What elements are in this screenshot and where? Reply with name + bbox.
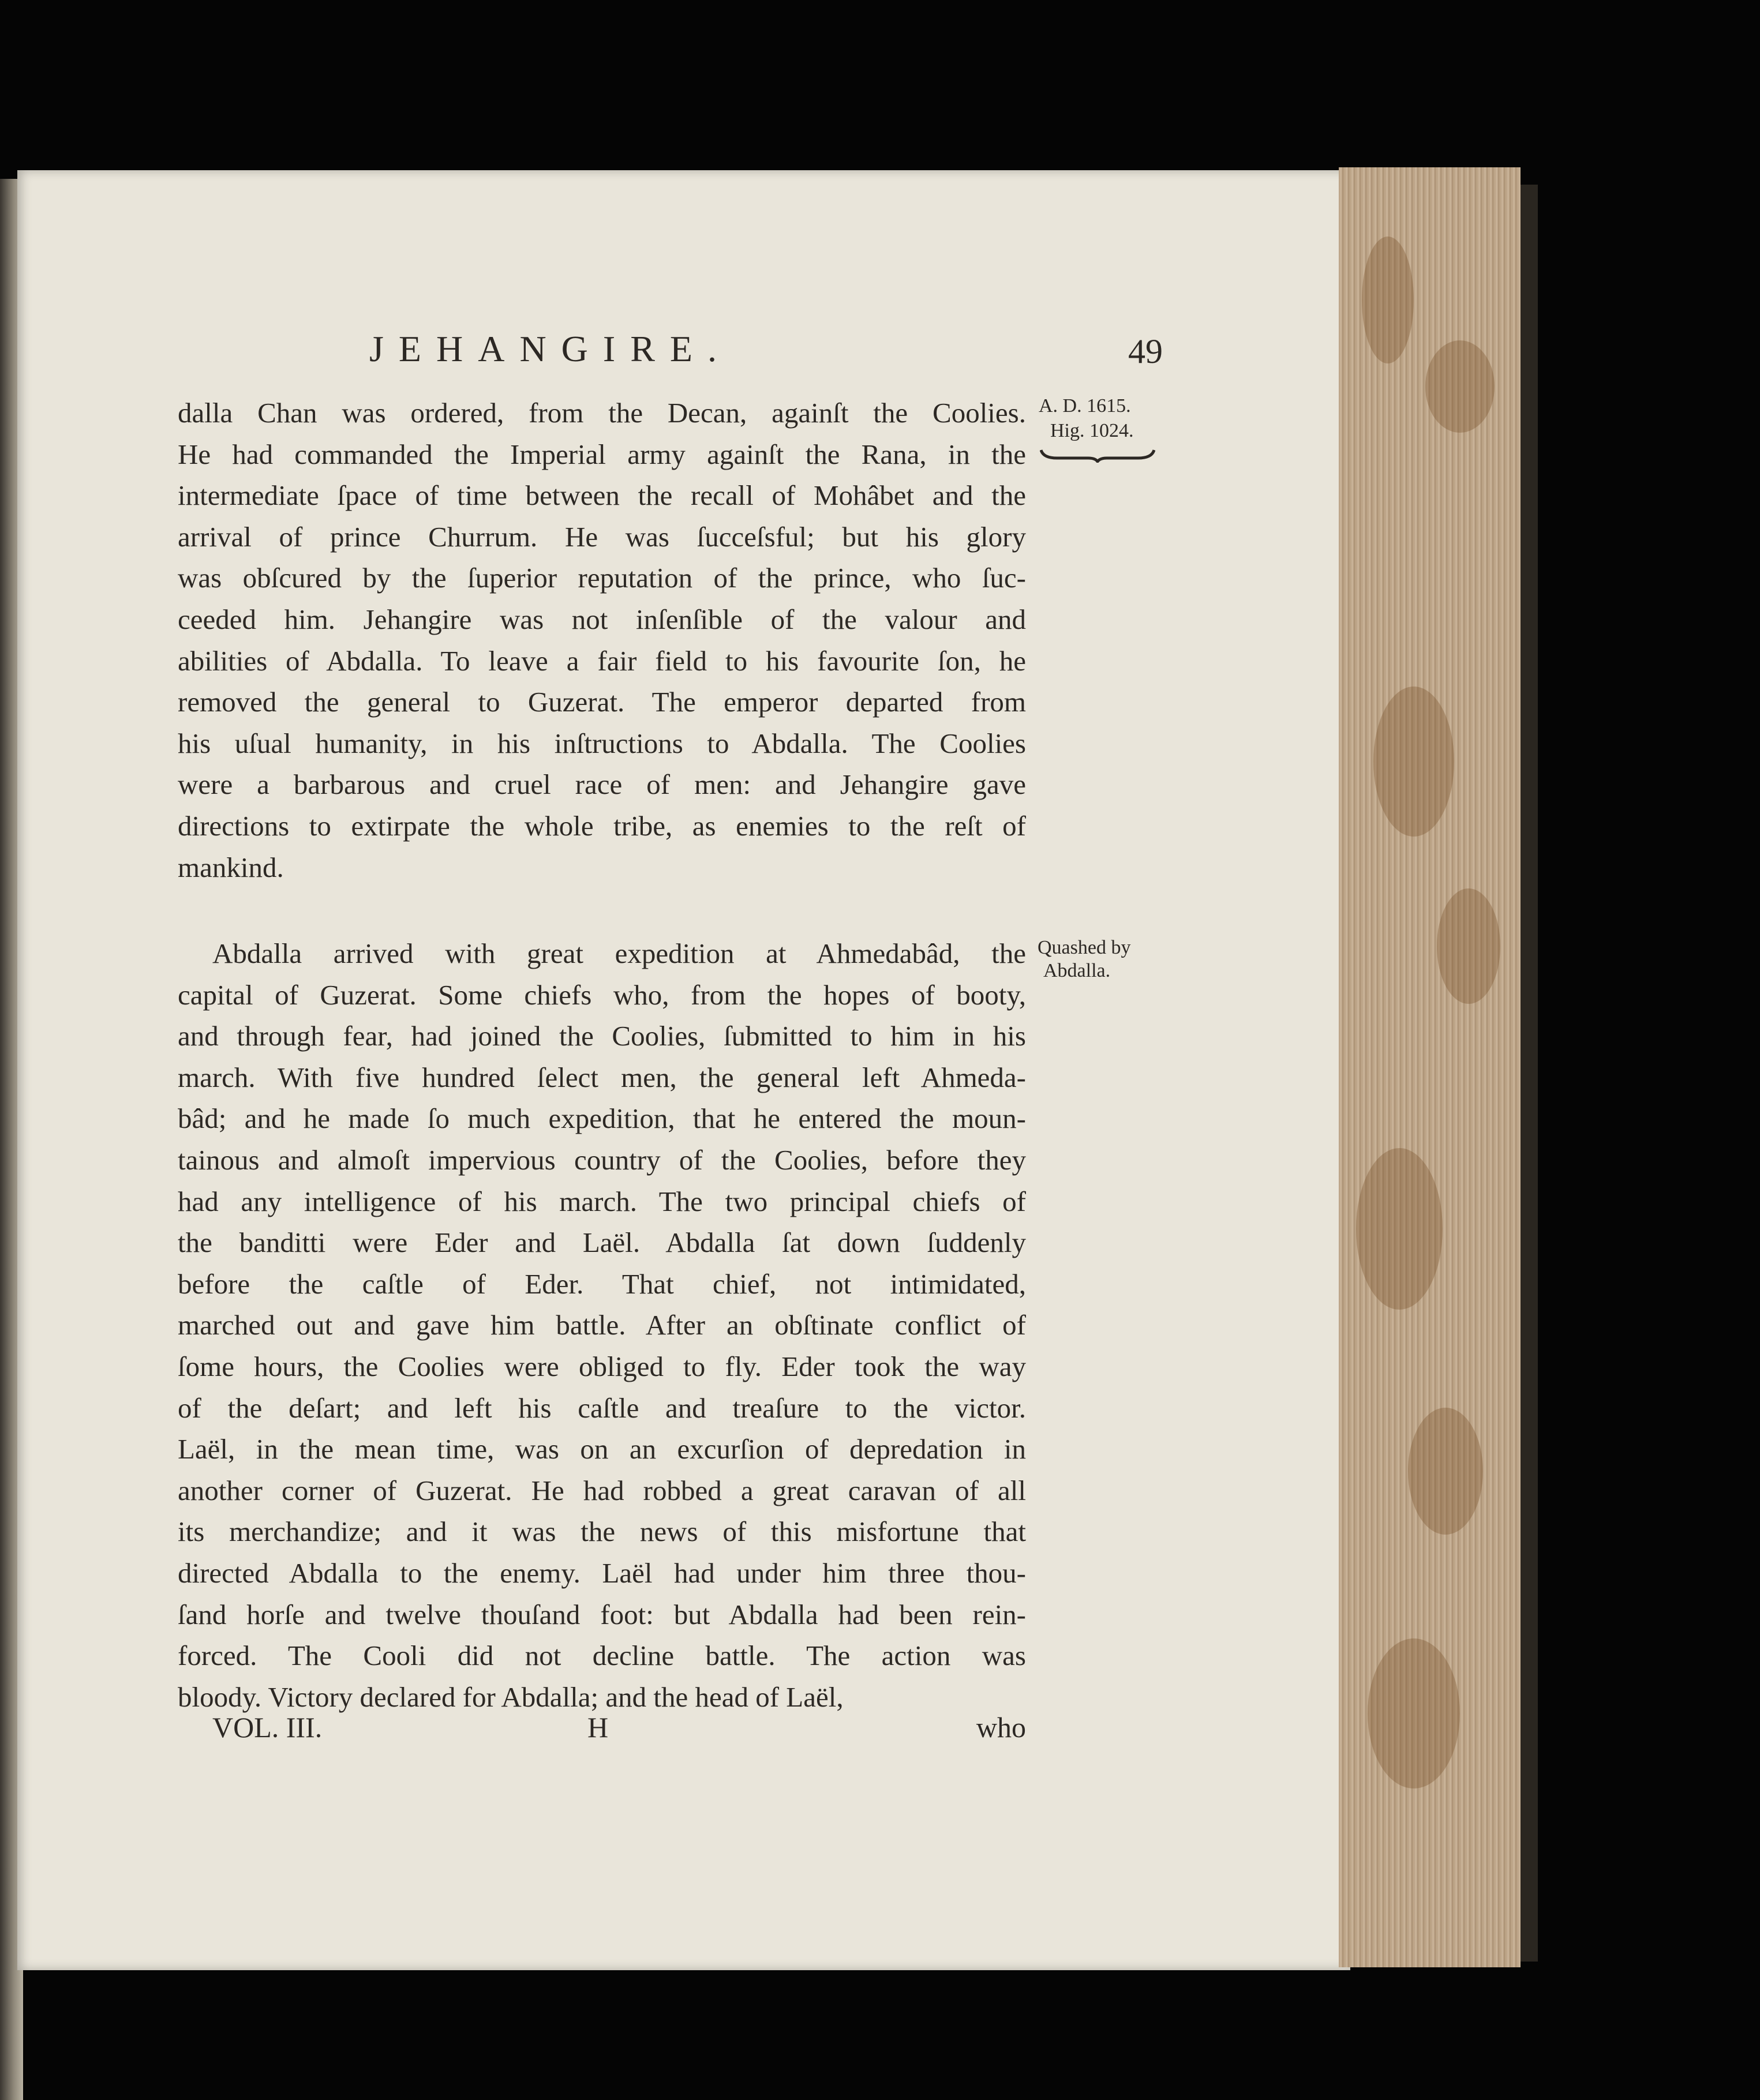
page-number: 49 [1128,332,1163,370]
volume-label: VOL. III. [212,1711,323,1743]
text-line: Abdalla arrived with great expedition at Ahmedabâd, the [212,937,1026,969]
text-line: tainous and almoſt impervious country of the Coolies, before they [178,1143,1026,1176]
text-line: removed the general to Guzerat. The emperor departed from [178,686,1026,718]
signature-mark: H [587,1711,609,1743]
text-line: marched out and gave him battle. After an obſtinate conflict of [178,1309,1026,1341]
text-line: was obſcured by the ſuperior reputation of the prince, who ſuc- [178,562,1026,594]
text-line: abilities of Abdalla. To leave a fair field to his favourite ſon, he [178,644,1026,677]
text-line: the banditti were Eder and Laël. Abdalla ſat down ſuddenly [178,1227,1026,1259]
text-line: its merchandize; and it was the news of this misfortune that [178,1516,1026,1548]
page-footer [178,1711,1026,1745]
text-line: directions to extirpate the whole tribe, as enemies to the reſt of [178,809,1026,842]
text-line: He had commanded the Imperial army againſt the Rana, in the [178,438,1026,470]
paragraph-2 [178,933,1026,1717]
text-line: march. With five hundred ſelect men, the general left Ahmeda- [178,1061,1026,1093]
text-line: were a barbarous and cruel race of men: and Jehangire gave [178,768,1026,801]
margin-note-abdalla: Abdalla. [1043,960,1111,981]
text-line: of the deſart; and left his caſtle and treaſure to the victor. [178,1392,1026,1424]
margin-date-hig: Hig. 1024. [1050,420,1134,441]
margin-note-quashed: Quashed by [1038,937,1131,958]
text-line: dalla Chan was ordered, from the Decan, againſt the Coolies. [178,397,1026,429]
text-line: Laël, in the mean time, was on an excurſion of depredation in [178,1433,1026,1465]
text-line: ſome hours, the Coolies were obliged to fly. Eder took the way [178,1350,1026,1382]
margin-date-ad: A. D. 1615. [1039,395,1131,417]
text-line: another corner of Guzerat. He had robbed a great caravan of all [178,1474,1026,1506]
running-head: JEHANGIRE. [369,328,732,369]
text-line: bloody. Victory declared for Abdalla; and the head of Laël, [178,1681,844,1713]
text-line: his uſual humanity, in his inſtructions to Abdalla. The Coolies [178,727,1026,759]
text-line: bâd; and he made ſo much expedition, that he entered the moun- [178,1102,1026,1135]
text-line: and through fear, had joined the Coolies, ſubmitted to him in his [178,1020,1026,1052]
text-line: before the caſtle of Eder. That chief, not intimidated, [178,1268,1026,1300]
page-block-edge [1339,167,1521,1967]
text-line: intermediate ſpace of time between the recall of Mohâbet and the [178,479,1026,512]
text-line: directed Abdalla to the enemy. Laël had under him three thou- [178,1557,1026,1589]
text-line: ſand horſe and twelve thouſand foot: but Abdalla had been rein- [178,1598,1026,1630]
text-line: arrival of prince Churrum. He was ſucceſsful; but his glory [178,520,1026,553]
text-line: had any intelligence of his march. The two principal chiefs of [178,1185,1026,1217]
text-line: capital of Guzerat. Some chiefs who, from the hopes of booty, [178,978,1026,1011]
paragraph-1 [178,392,1026,888]
text-line: forced. The Cooli did not decline battle. The action was [178,1640,1026,1672]
book-cover-edge [1521,185,1538,1962]
text-line: ceeded him. Jehangire was not inſenſible of the valour and [178,603,1026,635]
margin-brace [1040,448,1155,463]
text-line: mankind. [178,851,284,883]
catchword: who [976,1711,1026,1743]
